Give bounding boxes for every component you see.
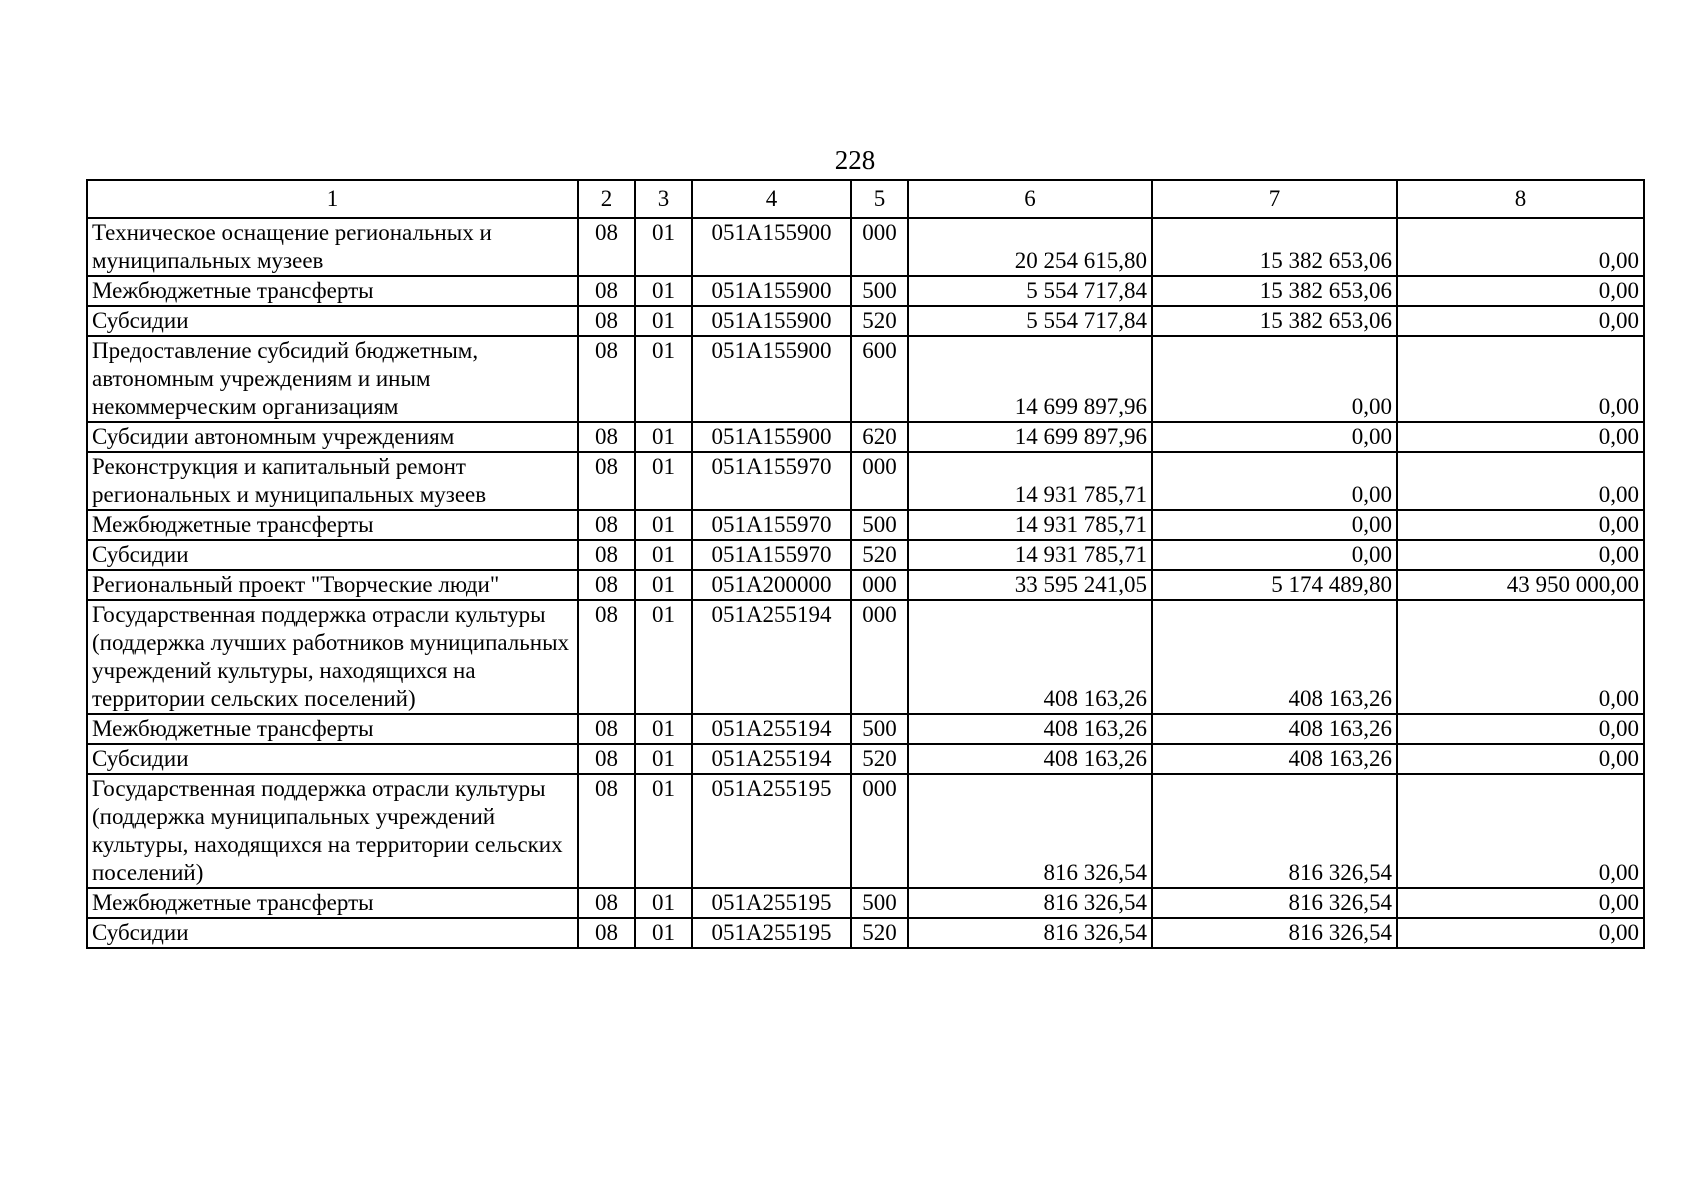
amount-col8: 0,00 [1397,422,1644,452]
section-code: 08 [578,570,635,600]
subsection-code: 01 [635,540,692,570]
expense-type-code: 500 [851,714,908,744]
table-row [87,918,1644,948]
header-row [87,180,1644,218]
amount-col7: 15 382 653,06 [1152,276,1397,306]
amount-col6: 816 326,54 [908,918,1152,948]
amount-col6: 14 931 785,71 [908,510,1152,540]
amount-col6: 408 163,26 [908,600,1152,714]
subsection-code: 01 [635,276,692,306]
budget-table [86,179,1645,949]
section-code: 08 [578,744,635,774]
row-name: Субсидии [87,540,578,570]
column-header: 1 [87,180,578,218]
subsection-code: 01 [635,744,692,774]
row-name: Субсидии [87,306,578,336]
target-article-code: 051A255195 [692,918,851,948]
row-name: Субсидии автономным учреждениям [87,422,578,452]
subsection-code: 01 [635,452,692,510]
amount-col7: 0,00 [1152,510,1397,540]
amount-col6: 14 931 785,71 [908,452,1152,510]
column-header: 5 [851,180,908,218]
row-name: Техническое оснащение региональных и муниципальных музеев [87,218,578,276]
amount-col7: 0,00 [1152,540,1397,570]
subsection-code: 01 [635,336,692,422]
expense-type-code: 000 [851,600,908,714]
amount-col6: 20 254 615,80 [908,218,1152,276]
amount-col6: 5 554 717,84 [908,306,1152,336]
table-row [87,888,1644,918]
amount-col7: 408 163,26 [1152,600,1397,714]
row-name: Государственная поддержка отрасли культуры (поддержка муниципальных учреждений культуры, находящихся на территории сельских поселений) [87,774,578,888]
amount-col7: 15 382 653,06 [1152,306,1397,336]
amount-col6: 816 326,54 [908,888,1152,918]
amount-col6: 33 595 241,05 [908,570,1152,600]
section-code: 08 [578,918,635,948]
target-article-code: 051A155900 [692,306,851,336]
amount-col8: 0,00 [1397,888,1644,918]
expense-type-code: 520 [851,540,908,570]
amount-col8: 0,00 [1397,336,1644,422]
amount-col6: 14 699 897,96 [908,422,1152,452]
section-code: 08 [578,276,635,306]
row-name: Субсидии [87,744,578,774]
table-row [87,306,1644,336]
subsection-code: 01 [635,714,692,744]
expense-type-code: 000 [851,774,908,888]
amount-col7: 408 163,26 [1152,714,1397,744]
amount-col8: 0,00 [1397,510,1644,540]
row-name: Региональный проект "Творческие люди" [87,570,578,600]
section-code: 08 [578,452,635,510]
subsection-code: 01 [635,218,692,276]
expense-type-code: 520 [851,918,908,948]
amount-col7: 15 382 653,06 [1152,218,1397,276]
amount-col8: 0,00 [1397,540,1644,570]
subsection-code: 01 [635,510,692,540]
expense-type-code: 500 [851,510,908,540]
section-code: 08 [578,510,635,540]
subsection-code: 01 [635,570,692,600]
column-header: 4 [692,180,851,218]
expense-type-code: 000 [851,218,908,276]
expense-type-code: 500 [851,276,908,306]
target-article-code: 051A155970 [692,540,851,570]
section-code: 08 [578,774,635,888]
subsection-code: 01 [635,600,692,714]
target-article-code: 051A255195 [692,774,851,888]
subsection-code: 01 [635,306,692,336]
row-name: Межбюджетные трансферты [87,888,578,918]
subsection-code: 01 [635,888,692,918]
table-row [87,570,1644,600]
amount-col8: 0,00 [1397,744,1644,774]
amount-col6: 5 554 717,84 [908,276,1152,306]
expense-type-code: 620 [851,422,908,452]
table-row [87,600,1644,714]
amount-col8: 0,00 [1397,600,1644,714]
table-row [87,510,1644,540]
subsection-code: 01 [635,918,692,948]
table-row [87,744,1644,774]
target-article-code: 051A155900 [692,218,851,276]
expense-type-code: 000 [851,570,908,600]
section-code: 08 [578,336,635,422]
amount-col7: 0,00 [1152,422,1397,452]
target-article-code: 051A255194 [692,600,851,714]
section-code: 08 [578,540,635,570]
amount-col8: 0,00 [1397,714,1644,744]
target-article-code: 051A155970 [692,510,851,540]
table-row [87,714,1644,744]
subsection-code: 01 [635,774,692,888]
section-code: 08 [578,218,635,276]
row-name: Предоставление субсидий бюджетным, автономным учреждениям и иным некоммерческим организациям [87,336,578,422]
subsection-code: 01 [635,422,692,452]
amount-col6: 816 326,54 [908,774,1152,888]
column-header: 8 [1397,180,1644,218]
column-header: 6 [908,180,1152,218]
row-name: Межбюджетные трансферты [87,276,578,306]
section-code: 08 [578,888,635,918]
table-row [87,336,1644,422]
expense-type-code: 000 [851,452,908,510]
row-name: Межбюджетные трансферты [87,714,578,744]
amount-col6: 408 163,26 [908,714,1152,744]
amount-col8: 0,00 [1397,276,1644,306]
expense-type-code: 600 [851,336,908,422]
section-code: 08 [578,306,635,336]
expense-type-code: 520 [851,744,908,774]
target-article-code: 051A155970 [692,452,851,510]
expense-type-code: 520 [851,306,908,336]
target-article-code: 051A200000 [692,570,851,600]
column-header: 2 [578,180,635,218]
table-row [87,774,1644,888]
expense-type-code: 500 [851,888,908,918]
amount-col8: 0,00 [1397,452,1644,510]
row-name: Субсидии [87,918,578,948]
column-header: 3 [635,180,692,218]
page-number: 228 [834,145,876,175]
target-article-code: 051A155900 [692,336,851,422]
row-name: Государственная поддержка отрасли культуры (поддержка лучших работников муниципальных учреждений культуры, находящихся на территории сельских поселений) [87,600,578,714]
amount-col8: 0,00 [1397,918,1644,948]
amount-col7: 816 326,54 [1152,888,1397,918]
target-article-code: 051A155900 [692,276,851,306]
amount-col8: 43 950 000,00 [1397,570,1644,600]
section-code: 08 [578,600,635,714]
target-article-code: 051A255194 [692,714,851,744]
table-row [87,422,1644,452]
section-code: 08 [578,714,635,744]
target-article-code: 051A255194 [692,744,851,774]
target-article-code: 051A255195 [692,888,851,918]
row-name: Межбюджетные трансферты [87,510,578,540]
column-header: 7 [1152,180,1397,218]
amount-col8: 0,00 [1397,218,1644,276]
amount-col6: 14 931 785,71 [908,540,1152,570]
table-row [87,218,1644,276]
target-article-code: 051A155900 [692,422,851,452]
amount-col7: 0,00 [1152,452,1397,510]
amount-col7: 0,00 [1152,336,1397,422]
table-row [87,452,1644,510]
table-row [87,540,1644,570]
amount-col6: 408 163,26 [908,744,1152,774]
table-row [87,276,1644,306]
row-name: Реконструкция и капитальный ремонт региональных и муниципальных музеев [87,452,578,510]
amount-col6: 14 699 897,96 [908,336,1152,422]
amount-col8: 0,00 [1397,774,1644,888]
amount-col7: 816 326,54 [1152,774,1397,888]
amount-col7: 408 163,26 [1152,744,1397,774]
amount-col7: 5 174 489,80 [1152,570,1397,600]
amount-col7: 816 326,54 [1152,918,1397,948]
section-code: 08 [578,422,635,452]
amount-col8: 0,00 [1397,306,1644,336]
